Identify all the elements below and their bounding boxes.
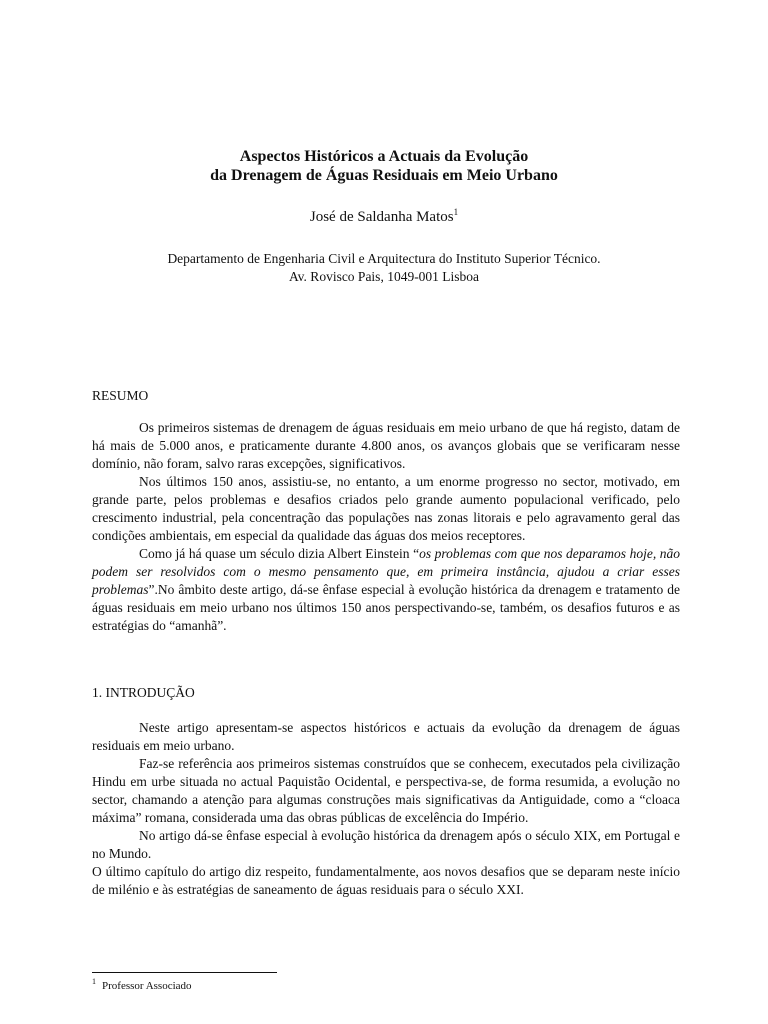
intro-paragraph-3: No artigo dá-se ênfase especial à evolução histórica da drenagem após o século XIX, em Portugal e no Mundo. bbox=[92, 828, 680, 861]
resumo-heading: RESUMO bbox=[92, 388, 149, 403]
resumo-body bbox=[92, 419, 680, 635]
resumo-p3-lead: Como já há quase um século dizia Albert Einstein “ bbox=[139, 546, 420, 561]
author-text: José de Saldanha Matos bbox=[309, 209, 454, 225]
einstein-quote: os problemas com que nos deparamos hoje, não podem ser resolvidos com o mesmo pensamento que, em primeira instância, ajudou a criar esses problemas bbox=[92, 546, 680, 597]
resumo-paragraph-2: Nos últimos 150 anos, assistiu-se, no entanto, a um enorme progresso no sector, motivado, em grande parte, pelos problemas e desafios criados pelo grande aumento populacional verificado, pelo crescimento industrial, pela concentração das populações nas zonas litorais e pelo agravamento geral das condições ambientais, em especial da qualidade das águas dos meios receptores. bbox=[92, 474, 680, 543]
resumo-p3-rest: ”.No âmbito deste artigo, dá-se ênfase especial à evolução histórica da drenagem e tratamento de águas residuais em meio urbano nos últimos 150 anos perspectivando-se, também, os desafios futuros e as estratégias do “amanhã”. bbox=[92, 582, 680, 633]
footnote-marker: 1 bbox=[92, 977, 96, 987]
affiliation bbox=[0, 250, 768, 286]
introducao-body bbox=[92, 719, 680, 899]
intro-paragraph-4: O último capítulo do artigo diz respeito, fundamentalmente, aos novos desafios que se deparam neste início de milénio e às estratégias de saneamento de águas residuais para o século XXI. bbox=[92, 864, 680, 897]
resumo-paragraph-1: Os primeiros sistemas de drenagem de águas residuais em meio urbano de que há registo, datam de há mais de 5.000 anos, e praticamente durante 4.800 anos, os avanços globais que se verificaram nesse domínio, não foram, salvo raras excepções, significativos. bbox=[92, 420, 680, 471]
title-line-1: Aspectos Históricos a Actuais da Evolução bbox=[239, 148, 529, 165]
introducao-heading: 1. INTRODUÇÃO bbox=[92, 685, 195, 700]
author-footnote-marker: 1 bbox=[453, 207, 459, 217]
paper-title bbox=[0, 147, 768, 185]
intro-paragraph-2: Faz-se referência aos primeiros sistemas construídos que se conhecem, executados pela civilização Hindu em urbe situada no actual Paquistão Ocidental, e perspectiva-se, de forma resumida, a evolução no sector, chamando a atenção para algumas construções mais significativas da Antiguidade, como a “cloaca máxima” romana, considerada uma das obras públicas de excelência do Império. bbox=[92, 756, 680, 825]
affiliation-line-1: Departamento de Engenharia Civil e Arquitectura do Instituto Superior Técnico. bbox=[167, 251, 601, 266]
affiliation-line-2: Av. Rovisco Pais, 1049-001 Lisboa bbox=[288, 269, 480, 284]
footnote-text: Professor Associado bbox=[102, 980, 192, 992]
intro-paragraph-1: Neste artigo apresentam-se aspectos históricos e actuais da evolução da drenagem de águas residuais em meio urbano. bbox=[92, 720, 680, 753]
footnote bbox=[92, 979, 192, 993]
author-name bbox=[0, 208, 768, 226]
footnote-separator bbox=[92, 972, 277, 973]
title-line-2: da Drenagem de Águas Residuais em Meio Urbano bbox=[210, 167, 558, 184]
resumo-paragraph-3 bbox=[92, 545, 680, 635]
